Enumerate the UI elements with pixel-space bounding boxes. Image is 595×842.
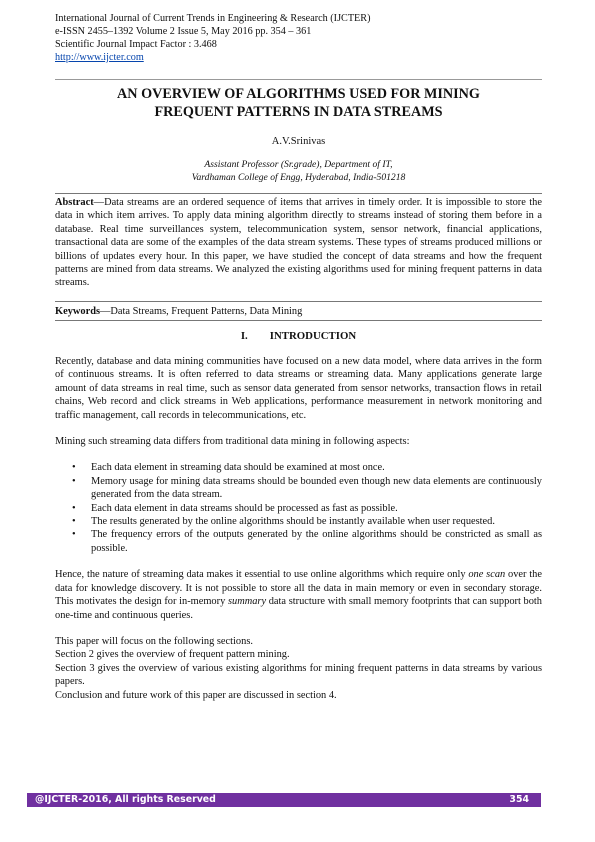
list-item: • The results generated by the online algorithms should be instantly available when user requested. (72, 516, 495, 528)
paragraph-section-3: Section 3 gives the overview of various existing algorithms for mining frequent patterns in data streams by various papers. (55, 662, 542, 688)
title-line-2: FREQUENT PATTERNS IN DATA STREAMS (154, 104, 443, 120)
paragraph-intro: Recently, database and data mining communities have focused on a new data model, where data arrives in the form of continuous streams. It is often referred to data streams or streaming data. Many applications generate large amount of data streams in real time, such as sensor data generated from sensor networks, transaction flows in retail chains, Web record and click streams in Web applications, performance measurement in network monitoring and traffic management, call records in telecommunications, etc. (55, 356, 542, 421)
section-title: INTRODUCTION (269, 330, 357, 342)
page-footer (27, 793, 541, 807)
keywords (55, 306, 542, 317)
paragraph-aspects: Mining such streaming data differs from traditional data mining in following aspects: (55, 436, 410, 448)
affiliation-line-2: Vardhaman College of Engg, Hyderabad, India-501218 (191, 172, 406, 183)
bullet-icon: • (72, 529, 76, 541)
abstract-top-divider (55, 193, 542, 194)
affiliation-line-1: Assistant Professor (Sr.grade), Department of IT, (204, 159, 393, 170)
abstract-bottom-divider (55, 301, 542, 302)
list-item: • The frequency errors of the outputs generated by the online algorithms should be constricted as small as possible. (72, 529, 542, 554)
emphasis-one-scan: one scan (468, 569, 506, 581)
journal-issn: e-ISSN 2455–1392 Volume 2 Issue 5, May 2016 pp. 354 – 361 (55, 26, 312, 37)
abstract (55, 196, 542, 290)
list-item: • Memory usage for mining data streams should be bounded even though new data elements are continuously generated from the data stream. (72, 475, 542, 501)
section-heading (55, 330, 542, 342)
list-item: • Each data element in data streams should be processed as fast as possible. (72, 502, 398, 514)
bullet-icon: • (72, 516, 76, 528)
journal-link[interactable]: http://www.ijcter.com (55, 52, 144, 63)
list-item: • Each data element in streaming data should be examined at most once. (72, 462, 385, 474)
header-divider (55, 79, 542, 80)
abstract-text: —Data streams are an ordered sequence of items that arrives in timely order. It is impossible to store the data in which item arrives. To apply data mining algorithm directly to streams instead of storing them before in a database. Real time surveillances system, telecommunication system, sensor network, financial applications, transactional data are some of the examples of the data stream systems. These types of streams produced millions or billions of updates every hour. In this paper, we have studied the concept of data streams and how the frequent patterns are mined from data streams. We analyzed the existing algorithms used for mining frequent patterns in data streams. (55, 197, 542, 289)
bullet-icon: • (72, 502, 76, 514)
bullet-icon: • (72, 462, 76, 474)
author-name: A.V.Srinivas (271, 136, 326, 147)
paragraph-online-algorithms: Hence, the nature of streaming data makes it essential to use online algorithms which require only one scan over the data for knowledge discovery. It is not possible to store all the data in main memory or even in secondary storage. This motivates the design for in-memory summary data structure with small memory footprints that can support both one-time and continuous queries. (55, 569, 542, 621)
abstract-label: Abstract (55, 197, 94, 208)
bullet-icon: • (72, 475, 76, 487)
keywords-text: —Data Streams, Frequent Patterns, Data Mining (100, 306, 303, 317)
section-number: I. (240, 330, 248, 342)
keywords-divider (55, 320, 542, 321)
impact-factor: Scientific Journal Impact Factor : 3.468 (55, 39, 217, 50)
paragraph-section-4: Conclusion and future work of this paper are discussed in section 4. (55, 689, 337, 701)
title-line-1: AN OVERVIEW OF ALGORITHMS USED FOR MINING (117, 86, 480, 102)
aspects-list (55, 461, 542, 555)
paper-title (55, 85, 542, 121)
page-number: 354 (509, 794, 529, 805)
body-text (55, 355, 542, 702)
paragraph-sections-intro: This paper will focus on the following sections. (55, 635, 253, 647)
paragraph-section-2: Section 2 gives the overview of frequent pattern mining. (55, 649, 290, 661)
author-affiliation (55, 158, 542, 184)
keywords-label: Keywords (55, 306, 101, 317)
footer-copyright: @IJCTER-2016, All rights Reserved (35, 794, 216, 805)
emphasis-summary: summary (227, 596, 267, 608)
journal-header (55, 12, 370, 64)
journal-name: International Journal of Current Trends in Engineering & Research (IJCTER) (55, 13, 371, 24)
